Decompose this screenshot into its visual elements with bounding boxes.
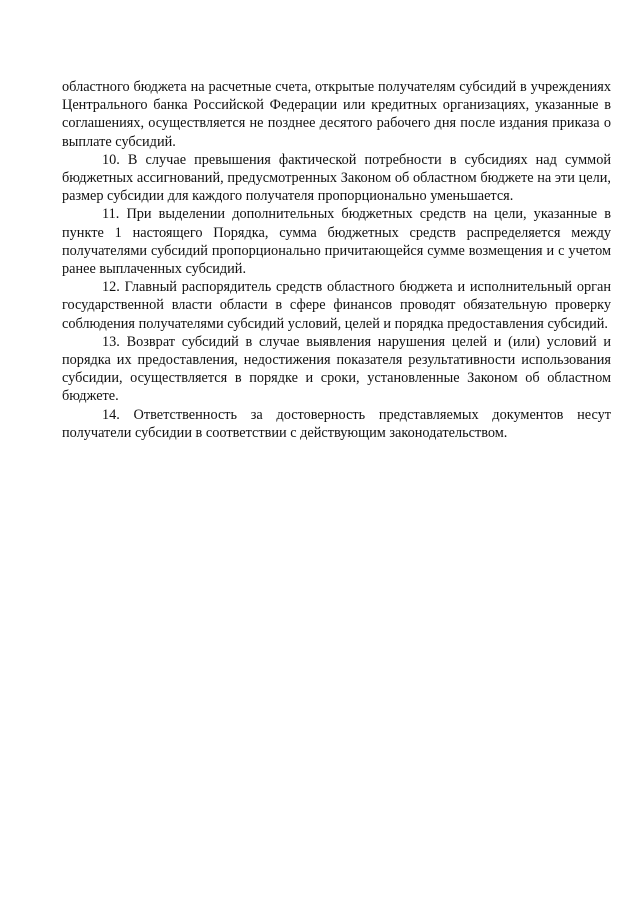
document-page xyxy=(62,78,611,442)
paragraph-item-10: 10. В случае превышения фактической потребности в субсидиях над суммой бюджетных ассигнований, предусмотренных Законом об областном бюджете на эти цели, размер субсидии для каждого получателя пропорционально уменьшается. xyxy=(62,151,611,205)
paragraph-item-13: 13. Возврат субсидий в случае выявления нарушения целей и (или) условий и порядка их предоставления, недостижения показателя результативности использования субсидии, осуществляется в порядке и сроки, установленные Законом об областном бюджете. xyxy=(62,333,611,405)
paragraph-item-12: 12. Главный распорядитель средств областного бюджета и исполнительный орган государственной власти области в сфере финансов проводят обязательную проверку соблюдения получателями субсидий условий, целей и порядка предоставления субсидий. xyxy=(62,279,611,332)
paragraph-continuation: областного бюджета на расчетные счета, открытые получателям субсидий в учреждениях Центрального банка Российской Федерации или кредитных организациях, указанные в соглашениях, осуществляется не позднее десятого рабочего дня после издания приказа о выплате субсидий. xyxy=(62,79,611,150)
paragraph-item-14: 14. Ответственность за достоверность представляемых документов несут получатели субсидии в соответствии с действующим законодательством. xyxy=(62,406,611,441)
paragraph-item-11: 11. При выделении дополнительных бюджетных средств на цели, указанные в пункте 1 настоящего Порядка, сумма бюджетных средств распределяется между получателями субсидий пропорционально причитающейся сумме возмещения и с учетом ранее выплаченных субсидий. xyxy=(62,206,611,278)
